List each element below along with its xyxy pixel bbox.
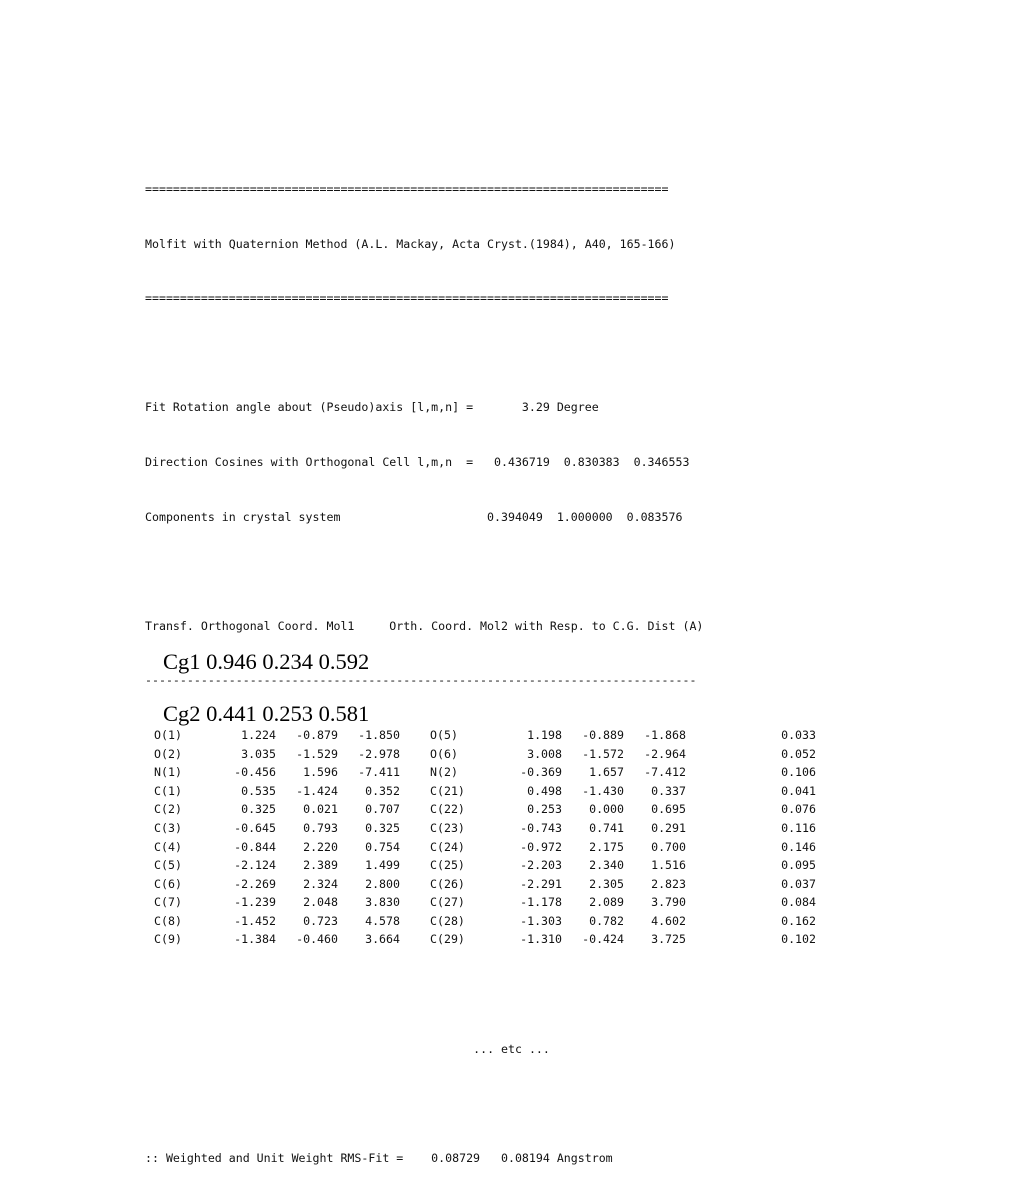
z-mol2-cell: 0.695 bbox=[651, 802, 686, 817]
x-mol2-cell: -1.310 bbox=[520, 932, 562, 947]
etc-marker: ... etc ... bbox=[473, 1041, 550, 1056]
distance-cell: 0.037 bbox=[781, 876, 816, 891]
distance-cell: 0.076 bbox=[781, 802, 816, 817]
y-mol2-cell: 0.741 bbox=[589, 820, 624, 835]
atom-mol2-cell: C(26) bbox=[430, 876, 465, 891]
y-mol1-cell: 0.723 bbox=[303, 913, 338, 928]
z-mol1-cell: 2.800 bbox=[365, 876, 400, 891]
direction-cosines-line: Direction Cosines with Orthogonal Cell l,m,n = 0.436719 0.830383 0.346553 bbox=[145, 454, 690, 469]
atom-mol1-cell: O(1) bbox=[154, 727, 182, 742]
table-row bbox=[145, 838, 925, 857]
y-mol1-cell: -0.460 bbox=[296, 932, 338, 947]
x-mol1-cell: -1.239 bbox=[234, 895, 276, 910]
x-mol1-cell: 0.535 bbox=[241, 783, 276, 798]
atom-mol1-cell: C(8) bbox=[154, 913, 182, 928]
program-title: Molfit with Quaternion Method (A.L. Mackay, Acta Cryst.(1984), A40, 165-166) bbox=[145, 236, 676, 251]
x-mol2-cell: -0.369 bbox=[520, 765, 562, 780]
cg2-line: Cg2 0.441 0.253 0.581 bbox=[163, 701, 370, 726]
distance-cell: 0.041 bbox=[781, 783, 816, 798]
table-row bbox=[145, 726, 925, 745]
y-mol1-cell: 0.021 bbox=[303, 802, 338, 817]
rule-bottom: =========================================================================== bbox=[145, 291, 669, 306]
z-mol2-cell: -2.964 bbox=[644, 746, 686, 761]
y-mol2-cell: 1.657 bbox=[589, 765, 624, 780]
x-mol1-cell: 1.224 bbox=[241, 727, 276, 742]
atom-mol2-cell: C(28) bbox=[430, 913, 465, 928]
z-mol2-cell: -1.868 bbox=[644, 727, 686, 742]
x-mol1-cell: -1.452 bbox=[234, 913, 276, 928]
z-mol2-cell: 0.337 bbox=[651, 783, 686, 798]
distance-cell: 0.033 bbox=[781, 727, 816, 742]
y-mol2-cell: 0.782 bbox=[589, 913, 624, 928]
z-mol2-cell: 3.725 bbox=[651, 932, 686, 947]
atom-mol2-cell: C(24) bbox=[430, 839, 465, 854]
table-row bbox=[145, 893, 925, 912]
atom-mol2-cell: C(25) bbox=[430, 858, 465, 873]
y-mol1-cell: -1.424 bbox=[296, 783, 338, 798]
y-mol2-cell: -1.572 bbox=[582, 746, 624, 761]
x-mol1-cell: -0.645 bbox=[234, 820, 276, 835]
z-mol1-cell: 0.707 bbox=[365, 802, 400, 817]
x-mol2-cell: 0.253 bbox=[527, 802, 562, 817]
x-mol2-cell: -0.972 bbox=[520, 839, 562, 854]
z-mol1-cell: -2.978 bbox=[358, 746, 400, 761]
z-mol1-cell: -1.850 bbox=[358, 727, 400, 742]
distance-cell: 0.084 bbox=[781, 895, 816, 910]
z-mol1-cell: 3.664 bbox=[365, 932, 400, 947]
y-mol1-cell: -0.879 bbox=[296, 727, 338, 742]
distance-cell: 0.106 bbox=[781, 765, 816, 780]
x-mol2-cell: -1.303 bbox=[520, 913, 562, 928]
atom-mol1-cell: O(2) bbox=[154, 746, 182, 761]
atom-mol1-cell: N(1) bbox=[154, 765, 182, 780]
distance-cell: 0.162 bbox=[781, 913, 816, 928]
x-mol1-cell: -1.384 bbox=[234, 932, 276, 947]
atom-mol2-cell: C(29) bbox=[430, 932, 465, 947]
atom-mol1-cell: C(3) bbox=[154, 820, 182, 835]
atom-mol1-cell: C(9) bbox=[154, 932, 182, 947]
z-mol2-cell: 4.602 bbox=[651, 913, 686, 928]
table-row bbox=[145, 819, 925, 838]
table-row bbox=[145, 763, 925, 782]
z-mol1-cell: 1.499 bbox=[365, 858, 400, 873]
x-mol1-cell: -0.456 bbox=[234, 765, 276, 780]
distance-cell: 0.052 bbox=[781, 746, 816, 761]
spacer bbox=[145, 985, 925, 1004]
y-mol2-cell: -1.430 bbox=[582, 783, 624, 798]
table-divider: ------------------------------------------------------------------------------- bbox=[145, 673, 697, 688]
rms-fit-line: :: Weighted and Unit Weight RMS-Fit = 0.08729 0.08194 Angstrom bbox=[145, 1150, 613, 1165]
atom-mol2-cell: C(21) bbox=[430, 783, 465, 798]
x-mol2-cell: -1.178 bbox=[520, 895, 562, 910]
spacer bbox=[145, 344, 925, 363]
y-mol1-cell: 1.596 bbox=[303, 765, 338, 780]
y-mol2-cell: -0.889 bbox=[582, 727, 624, 742]
atom-mol1-cell: C(7) bbox=[154, 895, 182, 910]
distance-cell: 0.116 bbox=[781, 820, 816, 835]
cg1-line: Cg1 0.946 0.234 0.592 bbox=[163, 649, 370, 674]
atom-mol1-cell: C(2) bbox=[154, 802, 182, 817]
z-mol2-cell: 0.700 bbox=[651, 839, 686, 854]
atom-mol1-cell: C(4) bbox=[154, 839, 182, 854]
y-mol2-cell: 2.175 bbox=[589, 839, 624, 854]
table-row bbox=[145, 800, 925, 819]
x-mol1-cell: -0.844 bbox=[234, 839, 276, 854]
x-mol2-cell: 1.198 bbox=[527, 727, 562, 742]
y-mol2-cell: 2.089 bbox=[589, 895, 624, 910]
atom-mol2-cell: O(5) bbox=[430, 727, 458, 742]
y-mol2-cell: -0.424 bbox=[582, 932, 624, 947]
atom-mol2-cell: N(2) bbox=[430, 765, 458, 780]
x-mol1-cell: -2.269 bbox=[234, 876, 276, 891]
atom-mol2-cell: C(27) bbox=[430, 895, 465, 910]
x-mol1-cell: 3.035 bbox=[241, 746, 276, 761]
x-mol2-cell: -0.743 bbox=[520, 820, 562, 835]
z-mol1-cell: -7.411 bbox=[358, 765, 400, 780]
z-mol1-cell: 0.325 bbox=[365, 820, 400, 835]
x-mol2-cell: -2.291 bbox=[520, 876, 562, 891]
y-mol1-cell: 2.220 bbox=[303, 839, 338, 854]
table-row bbox=[145, 875, 925, 894]
table-row bbox=[145, 856, 925, 875]
atom-mol1-cell: C(6) bbox=[154, 876, 182, 891]
z-mol1-cell: 3.830 bbox=[365, 895, 400, 910]
y-mol1-cell: 2.048 bbox=[303, 895, 338, 910]
y-mol1-cell: -1.529 bbox=[296, 746, 338, 761]
z-mol1-cell: 0.754 bbox=[365, 839, 400, 854]
atom-mol1-cell: C(1) bbox=[154, 783, 182, 798]
spacer bbox=[145, 1094, 925, 1113]
table-row bbox=[145, 782, 925, 801]
atom-mol2-cell: O(6) bbox=[430, 746, 458, 761]
table-row bbox=[145, 930, 925, 949]
rotation-angle-line: Fit Rotation angle about (Pseudo)axis [l,m,n] = 3.29 Degree bbox=[145, 400, 599, 415]
x-mol2-cell: 0.498 bbox=[527, 783, 562, 798]
table-row bbox=[145, 912, 925, 931]
rule-top: =========================================================================== bbox=[145, 182, 669, 196]
atom-mol1-cell: C(5) bbox=[154, 858, 182, 873]
y-mol2-cell: 2.305 bbox=[589, 876, 624, 891]
y-mol1-cell: 2.324 bbox=[303, 876, 338, 891]
y-mol1-cell: 2.389 bbox=[303, 858, 338, 873]
x-mol2-cell: -2.203 bbox=[520, 858, 562, 873]
table-row bbox=[145, 745, 925, 764]
distance-cell: 0.095 bbox=[781, 858, 816, 873]
z-mol1-cell: 4.578 bbox=[365, 913, 400, 928]
y-mol1-cell: 0.793 bbox=[303, 820, 338, 835]
table-header: Transf. Orthogonal Coord. Mol1 Orth. Coord. Mol2 with Resp. to C.G. Dist (A) bbox=[145, 618, 704, 633]
x-mol1-cell: 0.325 bbox=[241, 802, 276, 817]
atom-mol2-cell: C(22) bbox=[430, 802, 465, 817]
distance-cell: 0.102 bbox=[781, 932, 816, 947]
y-mol2-cell: 0.000 bbox=[589, 802, 624, 817]
spacer bbox=[145, 562, 925, 581]
z-mol2-cell: 1.516 bbox=[651, 858, 686, 873]
distance-cell: 0.146 bbox=[781, 839, 816, 854]
x-mol2-cell: 3.008 bbox=[527, 746, 562, 761]
x-mol1-cell: -2.124 bbox=[234, 858, 276, 873]
z-mol2-cell: 0.291 bbox=[651, 820, 686, 835]
z-mol1-cell: 0.352 bbox=[365, 783, 400, 798]
z-mol2-cell: 2.823 bbox=[651, 876, 686, 891]
y-mol2-cell: 2.340 bbox=[589, 858, 624, 873]
z-mol2-cell: -7.412 bbox=[644, 765, 686, 780]
atom-mol2-cell: C(23) bbox=[430, 820, 465, 835]
coordinate-table bbox=[145, 726, 925, 949]
z-mol2-cell: 3.790 bbox=[651, 895, 686, 910]
crystal-components-line: Components in crystal system 0.394049 1.000000 0.083576 bbox=[145, 509, 683, 524]
